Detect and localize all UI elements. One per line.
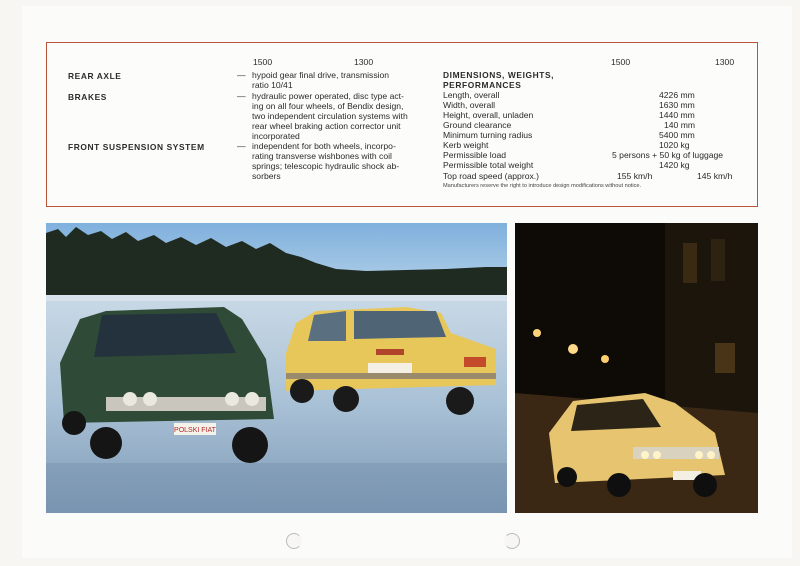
dim-label: Top road speed (approx.) xyxy=(443,171,540,181)
front-suspension-line-4: sorbers xyxy=(252,171,281,181)
dim-row-top-speed xyxy=(443,171,743,181)
dim-row-kerb-weight xyxy=(443,140,743,150)
dim-label: Ground clearance xyxy=(443,120,512,130)
dash: — xyxy=(237,141,246,151)
brakes-line-5: incorporated xyxy=(252,131,300,141)
rear-axle-heading: REAR AXLE xyxy=(68,71,122,81)
binder-hole xyxy=(286,533,302,549)
dimensions-heading-line-2: PERFORMANCES xyxy=(443,80,522,90)
spec-panel xyxy=(46,42,758,207)
dim-label: Permissible load xyxy=(443,150,507,160)
brakes-line-3: two independent circulation systems with xyxy=(252,111,408,121)
front-suspension-line-3: springs; telescopic hydraulic shock ab- xyxy=(252,161,400,171)
dim-value: 4226 mm xyxy=(659,90,695,100)
front-plate-text: POLSKI FIAT xyxy=(174,427,216,434)
dim-row-turning-radius xyxy=(443,130,743,140)
brakes-line-4: rear wheel braking action corrector unit xyxy=(252,121,401,131)
brakes-heading: BRAKES xyxy=(68,92,107,102)
front-suspension-line-2: rating transverse wishbones with coil xyxy=(252,151,392,161)
dim-label: Height, overall, unladen xyxy=(443,110,534,120)
dim-label: Width, overall xyxy=(443,100,496,110)
brakes-line-1: hydraulic power operated, disc type act- xyxy=(252,91,404,101)
photo-cars-on-ice xyxy=(46,223,507,513)
dim-value: 1020 kg xyxy=(659,140,690,150)
dim-label: Permissible total weight xyxy=(443,160,534,170)
dim-row-permissible-load xyxy=(443,150,743,160)
dim-row-ground-clearance xyxy=(443,120,743,130)
dim-value: 1420 kg xyxy=(659,160,690,170)
top-speed-1300: 145 km/h xyxy=(697,171,733,181)
dash: — xyxy=(237,91,246,101)
dimensions-heading-line-1: DIMENSIONS, WEIGHTS, xyxy=(443,70,555,80)
manufacturer-note: Manufacturers reserve the right to introduce design modifications without notice. xyxy=(443,183,642,189)
col-header-1300: 1300 xyxy=(354,57,374,67)
brakes-line-2: ing on all four wheels, of Bendix design, xyxy=(252,101,404,111)
top-speed-1500: 155 km/h xyxy=(617,171,653,181)
dim-value: 5 persons + 50 kg of luggage xyxy=(612,150,724,160)
front-suspension-line-1: independent for both wheels, incorpo- xyxy=(252,141,396,151)
dim-value: 1440 mm xyxy=(659,110,695,120)
dim-value: 140 mm xyxy=(664,120,696,130)
front-suspension-heading: FRONT SUSPENSION SYSTEM xyxy=(68,142,205,152)
binder-hole xyxy=(504,533,520,549)
rear-axle-line-1: hypoid gear final drive, transmission xyxy=(252,70,390,80)
photo-car-at-night xyxy=(515,223,758,513)
dim-value: 5400 mm xyxy=(659,130,695,140)
dim-label: Minimum turning radius xyxy=(443,130,533,140)
dim-col-header-1300: 1300 xyxy=(715,57,735,67)
dim-row-width xyxy=(443,100,743,110)
dim-col-header-1500: 1500 xyxy=(611,57,631,67)
rear-axle-line-2: ratio 10/41 xyxy=(252,80,293,90)
dim-value: 1630 mm xyxy=(659,100,695,110)
dim-label: Kerb weight xyxy=(443,140,489,150)
dim-row-length xyxy=(443,90,743,100)
col-header-1500: 1500 xyxy=(253,57,273,67)
dim-label: Length, overall xyxy=(443,90,500,100)
dim-row-height xyxy=(443,110,743,120)
dash: — xyxy=(237,70,246,80)
dim-row-total-weight xyxy=(443,160,743,170)
